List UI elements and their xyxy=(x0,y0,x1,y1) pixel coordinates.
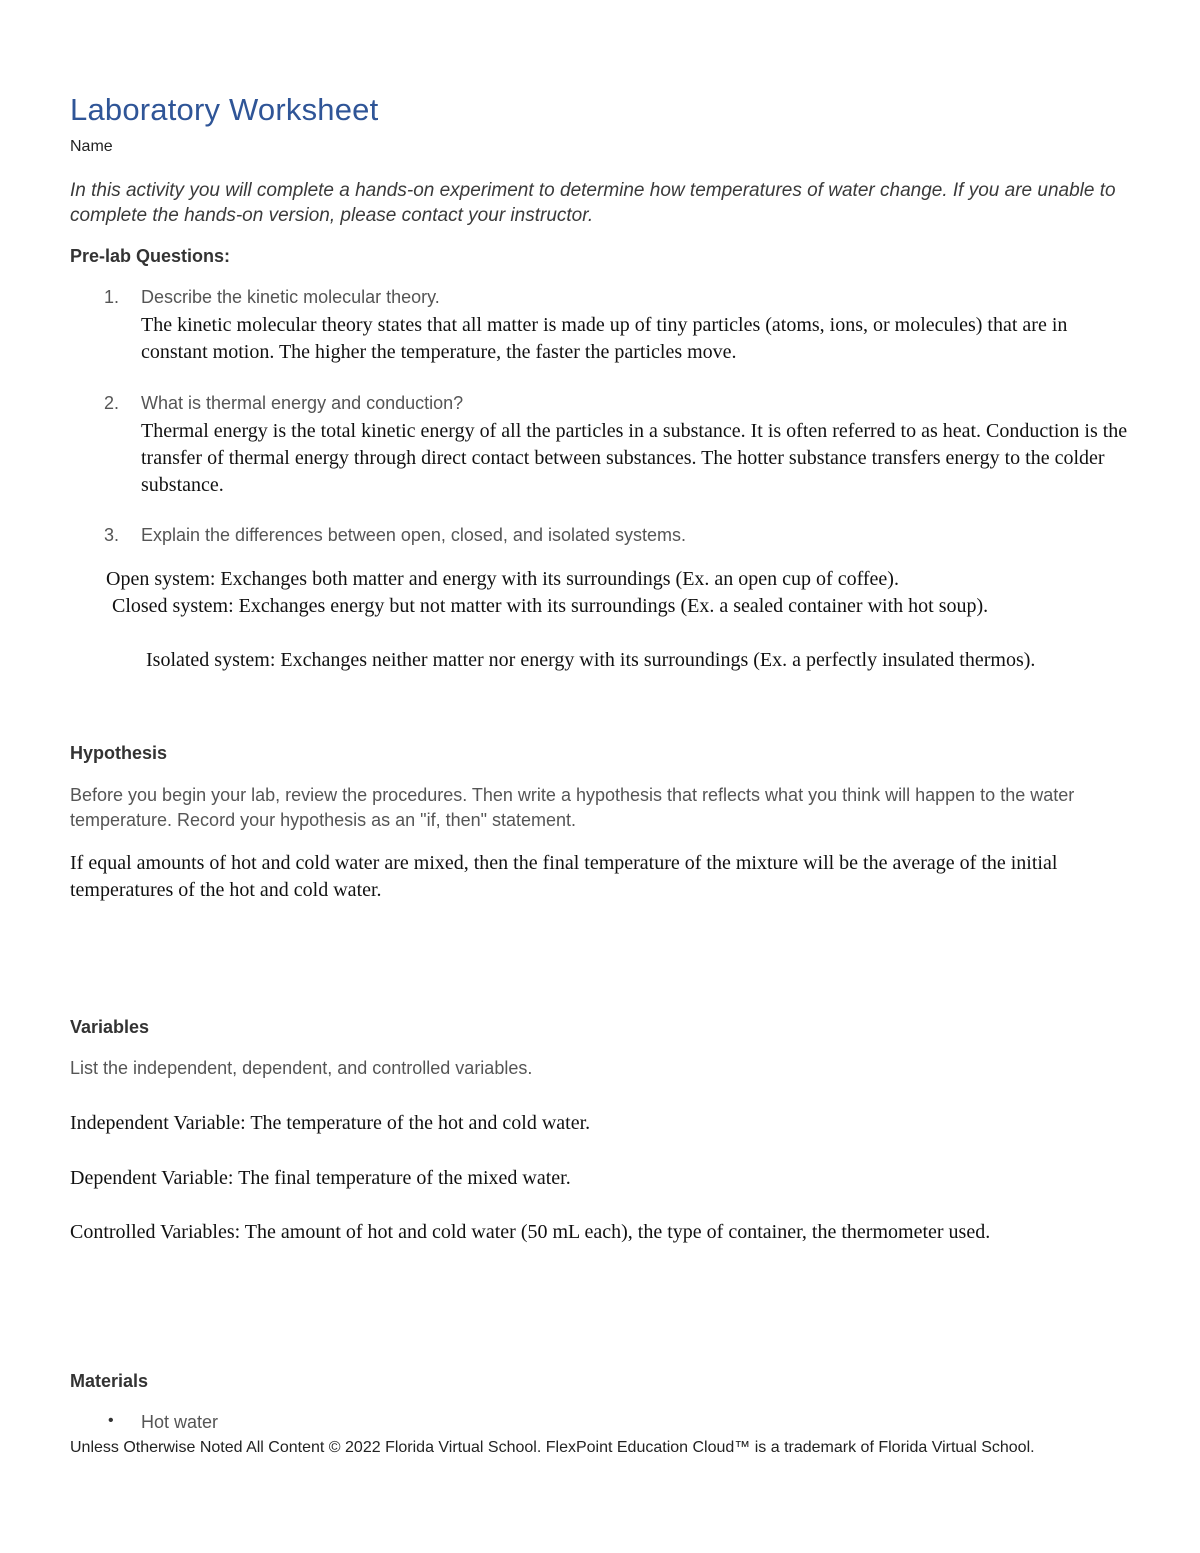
dependent-variable: Dependent Variable: The final temperature of the mixed water. xyxy=(70,1167,571,1189)
question-1-answer: The kinetic molecular theory states that all matter is made up of tiny particles (atoms, ions, or molecules) that are in constant motion. The higher the temperature, the faster the particles move. xyxy=(141,314,1068,363)
hypothesis-answer: If equal amounts of hot and cold water are mixed, then the final temperature of the mixture will be the average of the initial temperatures of the hot and cold water. xyxy=(70,852,1058,901)
question-1-text: Describe the kinetic molecular theory. xyxy=(141,287,440,307)
intro-text: In this activity you will complete a hands-on experiment to determine how temperatures of water change. If you are unable to complete the hands-on version, please contact your instructor. xyxy=(70,180,1116,226)
closed-system-answer: Closed system: Exchanges energy but not matter with its surroundings (Ex. a sealed container with hot soup). xyxy=(112,595,989,617)
independent-variable: Independent Variable: The temperature of the hot and cold water. xyxy=(70,1112,591,1134)
bullet-icon: • xyxy=(108,1412,114,1429)
hypothesis-heading: Hypothesis xyxy=(70,743,168,763)
question-3-text: Explain the differences between open, closed, and isolated systems. xyxy=(141,525,687,545)
isolated-system-answer: Isolated system: Exchanges neither matter nor energy with its surroundings (Ex. a perfectly insulated thermos). xyxy=(146,649,1036,671)
materials-item-hot-water: Hot water xyxy=(141,1412,219,1432)
question-2-number: 2. xyxy=(104,393,120,413)
question-3-number: 3. xyxy=(104,525,120,545)
worksheet-page xyxy=(70,0,1132,1553)
question-2-text: What is thermal energy and conduction? xyxy=(141,393,464,413)
question-2-answer: Thermal energy is the total kinetic energy of all the particles in a substance. It is often referred to as heat. Conduction is the transfer of thermal energy through direct contact between substances. The hotter substance transfers energy to the colder substance. xyxy=(141,420,1128,496)
question-1-number: 1. xyxy=(104,287,120,307)
variables-heading: Variables xyxy=(70,1017,150,1037)
materials-heading: Materials xyxy=(70,1371,149,1391)
variables-instruction: List the independent, dependent, and controlled variables. xyxy=(70,1058,533,1078)
copyright-footer: Unless Otherwise Noted All Content © 2022 Florida Virtual School. FlexPoint Education Cloud™ is a trademark of Florida Virtual School. xyxy=(70,1439,1035,1456)
open-system-answer: Open system: Exchanges both matter and energy with its surroundings (Ex. an open cup of coffee). xyxy=(106,568,899,590)
controlled-variables: Controlled Variables: The amount of hot and cold water (50 mL each), the type of container, the thermometer used. xyxy=(70,1221,991,1243)
name-label: Name xyxy=(70,138,113,155)
prelab-heading: Pre-lab Questions: xyxy=(70,246,231,266)
page-title: Laboratory Worksheet xyxy=(70,92,379,127)
hypothesis-instruction: Before you begin your lab, review the procedures. Then write a hypothesis that reflects what you think will happen to the water temperature. Record your hypothesis as an "if, then" statement. xyxy=(70,785,1075,830)
